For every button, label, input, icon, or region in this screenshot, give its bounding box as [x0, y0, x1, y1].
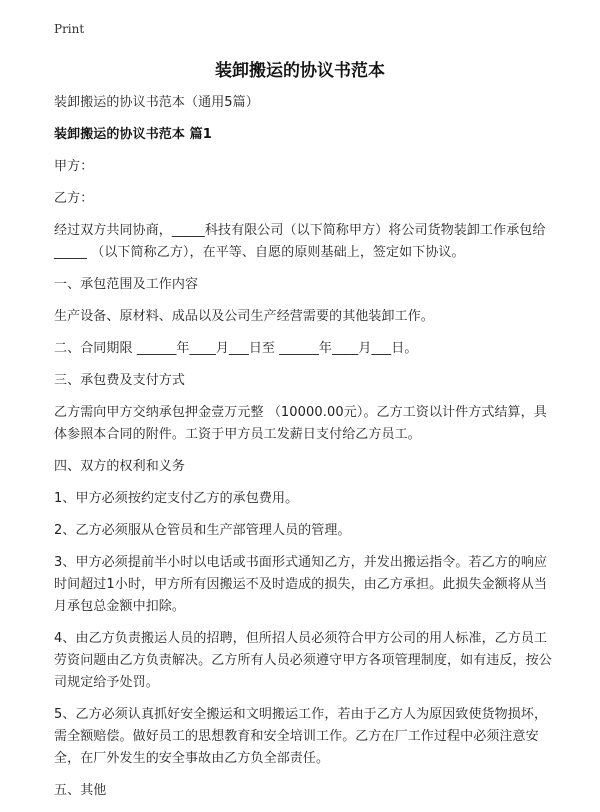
print-link[interactable]: Print	[54, 22, 85, 36]
party-a-line: 甲方：	[54, 159, 94, 174]
clause-heading-fee: 三、承包费及支付方式	[54, 373, 186, 388]
clause-heading-other: 五、其他	[54, 783, 107, 798]
intro-paragraph: 经过双方共同协商，_____科技有限公司（以下简称甲方）将公司货物装卸工作承包给_____ （以下简称乙方），在平等、自愿的原则基础上，签定如下协议。	[54, 223, 546, 260]
rights-item-1: 1、甲方必须按约定支付乙方的承包费用。	[54, 491, 299, 506]
party-b-line: 乙方：	[54, 191, 94, 206]
fee-paragraph: 乙方需向甲方交纳承包押金壹万元整 （10000.00元）。乙方工资以计件方式结算，具体参照本合同的附件。工资于甲方员工发薪日支付给乙方员工。	[54, 405, 547, 442]
document-title: 装卸搬运的协议书范本	[215, 61, 385, 81]
scope-paragraph: 生产设备、原材料、成品以及公司生产经营需要的其他装卸工作。	[54, 309, 434, 324]
document-subtitle: 装卸搬运的协议书范本（通用5篇）	[54, 95, 259, 110]
rights-item-5: 5、乙方必须认真抓好安全搬运和文明搬运工作，若由于乙方人为原因致使货物损坏，需全额赔偿。做好员工的思想教育和安全培训工作。乙方在厂工作过程中必须注意安全，在厂外发生的安全事故由乙方负全部责任。	[54, 707, 548, 766]
document-body	[54, 92, 554, 812]
clause-heading-rights: 四、双方的权利和义务	[54, 459, 186, 474]
section-heading: 装卸搬运的协议书范本 篇1	[54, 127, 212, 142]
clause-heading-term: 二、合同期限 ______年____月___日至 ______年____月___日。	[54, 341, 418, 356]
clause-heading-scope: 一、承包范围及工作内容	[54, 277, 199, 292]
rights-item-4: 4、由乙方负责搬运人员的招聘，但所招人员必须符合甲方公司的用人标准，乙方员工劳资问题由乙方负责解决。乙方所有人员必须遵守甲方各项管理制度，如有违反，按公司规定给予处罚。	[54, 631, 552, 690]
rights-item-2: 2、乙方必须服从仓管员和生产部管理人员的管理。	[54, 523, 351, 538]
rights-item-3: 3、甲方必须提前半小时以电话或书面形式通知乙方，并发出搬运指令。若乙方的响应时间超过1小时，甲方所有因搬运不及时造成的损失，由乙方承担。此损失金额将从当月承包总金额中扣除。	[54, 555, 548, 614]
